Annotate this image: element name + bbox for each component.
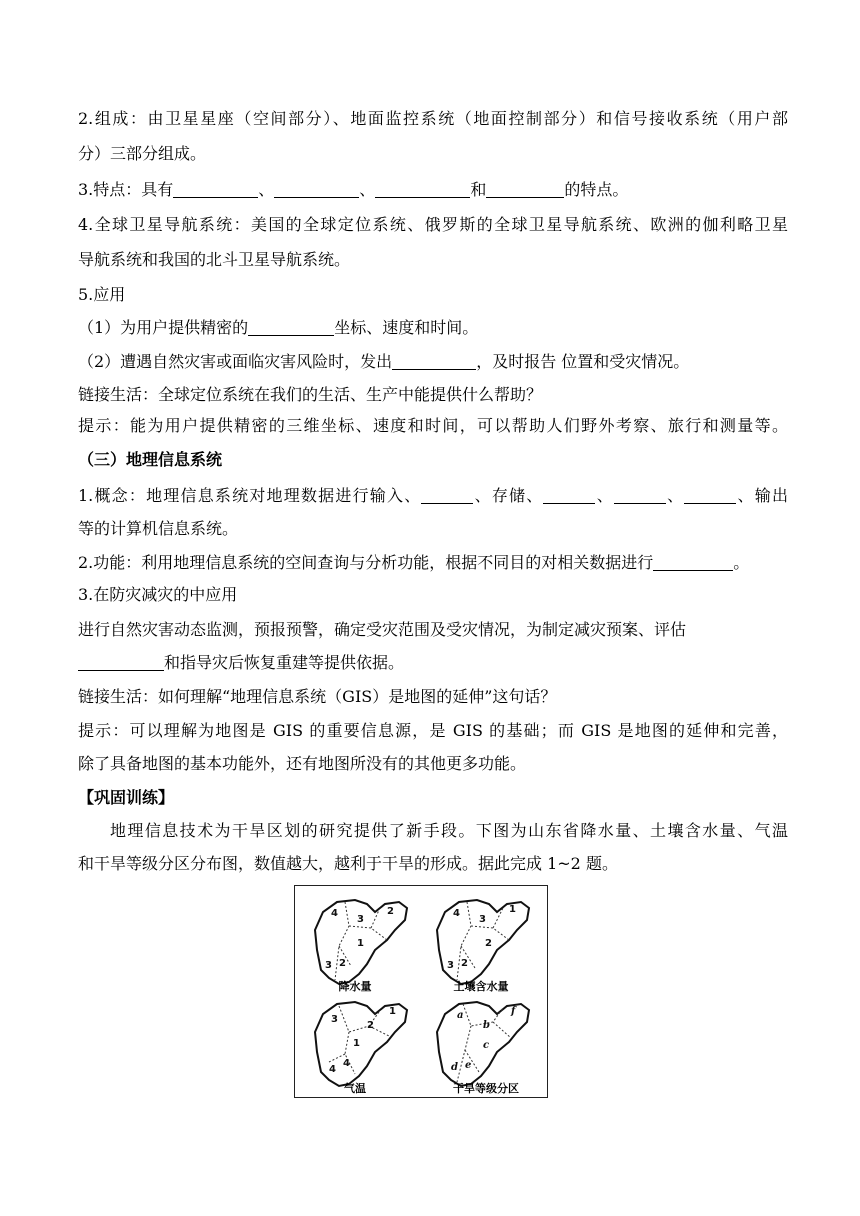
map-label: f — [511, 1006, 516, 1017]
map-label: 2 — [367, 1020, 374, 1031]
line-features: 3.特点：具有 、 、 和 的特点。 — [78, 180, 629, 199]
map-label: 4 — [453, 908, 460, 919]
line-disaster-heading: 3.在防灾减灾的中应用 — [78, 585, 238, 604]
fill-blank[interactable] — [375, 181, 470, 198]
line-hint-1: 提示：能为用户提供精密的三维坐标、速度和时间，可以帮助人们野外考察、旅行和测量等。 — [78, 416, 788, 435]
line-application-2: （2）遭遇自然灾害或面临灾害风险时，发出 ，及时报告 位置和受灾情况。 — [78, 352, 690, 371]
line-disaster-1: 进行自然灾害动态监测，预报预警，确定受灾范围及受灾情况，为制定减灾预案、评估 — [78, 620, 687, 639]
map-label: 1 — [357, 938, 364, 949]
map-caption: 干旱等级分区 — [453, 1082, 519, 1095]
fill-blank[interactable] — [274, 181, 359, 198]
section-heading-practice: 【巩固训练】 — [78, 788, 175, 807]
map-label: 3 — [357, 914, 364, 925]
line-link-life-1: 链接生活：全球定位系统在我们的生活、生产中能提供什么帮助？ — [78, 385, 543, 404]
map-caption: 气温 — [344, 1082, 366, 1095]
map-label: 2 — [461, 958, 468, 969]
map-label: 1 — [509, 904, 516, 915]
line-composition: 2.组成：由卫星星座（空间部分）、地面监控系统（地面控制部分）和信号接收系统（用户部 — [78, 109, 788, 128]
map-label: b — [483, 1020, 490, 1031]
map-label: e — [465, 1060, 472, 1071]
map-label: 2 — [339, 958, 346, 969]
line-question-intro-cont: 和干旱等级分区分布图，数值越大，越利于干旱的形成。据此完成 1~2 题。 — [78, 854, 618, 873]
map-caption: 降水量 — [338, 980, 372, 993]
line-question-intro: 地理信息技术为干旱区划的研究提供了新手段。下图为山东省降水量、土壤含水量、气温 — [110, 821, 788, 840]
map-label: 3 — [331, 1014, 338, 1025]
fill-blank[interactable] — [684, 487, 736, 504]
map-label: 2 — [485, 938, 492, 949]
line-hint-2: 提示：可以理解为地图是 GIS 的重要信息源，是 GIS 的基础；而 GIS 是地图的延伸和完善， — [78, 721, 788, 740]
line-gis-concept-cont: 等的计算机信息系统。 — [78, 519, 239, 538]
line-hint-2-cont: 除了具备地图的基本功能外，还有地图所没有的其他更多功能。 — [78, 754, 527, 773]
map-label: 3 — [479, 914, 486, 925]
map-label: d — [451, 1062, 458, 1073]
shandong-maps-figure — [294, 885, 548, 1098]
map-label: 4 — [331, 908, 338, 919]
fill-blank[interactable] — [248, 319, 334, 336]
map-label: c — [483, 1040, 490, 1051]
map-label: a — [457, 1010, 464, 1021]
fill-blank[interactable] — [486, 181, 564, 198]
line-gis-concept: 1.概念：地理信息系统对地理数据进行输入、 、存储、 、 、 、输出 — [78, 486, 788, 505]
line-application-1: （1）为用户提供精密的 坐标、速度和时间。 — [78, 318, 479, 337]
fill-blank[interactable] — [392, 353, 476, 370]
section-heading-gis: （三）地理信息系统 — [78, 450, 223, 469]
line-gnss: 4.全球卫星导航系统：美国的全球定位系统、俄罗斯的全球卫星导航系统、欧洲的伽利略卫星 — [78, 215, 788, 234]
line-gnss-cont: 导航系统和我国的北斗卫星导航系统。 — [78, 250, 351, 269]
map-label: 4 — [343, 1058, 350, 1069]
fill-blank[interactable] — [653, 554, 733, 571]
line-application-heading: 5.应用 — [78, 285, 126, 304]
map-caption: 土壤含水量 — [453, 980, 509, 993]
fill-blank[interactable] — [78, 654, 164, 671]
fill-blank[interactable] — [543, 487, 595, 504]
line-gis-function: 2.功能：利用地理信息系统的空间查询与分析功能，根据不同目的对相关数据进行 。 — [78, 553, 750, 572]
map-label: 1 — [389, 1006, 396, 1017]
line-disaster-2: 和指导灾后恢复重建等提供依据。 — [78, 652, 788, 674]
map-label: 2 — [387, 906, 394, 917]
fill-blank[interactable] — [173, 181, 258, 198]
map-label: 4 — [329, 1064, 336, 1075]
line-link-life-2: 链接生活：如何理解“地理信息系统（GIS）是地图的延伸”这句话？ — [78, 687, 557, 706]
map-label: 3 — [325, 960, 332, 971]
line-composition-cont: 分）三部分组成。 — [78, 144, 207, 163]
fill-blank[interactable] — [614, 487, 666, 504]
map-label: 3 — [447, 960, 454, 971]
map-label: 1 — [353, 1038, 360, 1049]
fill-blank[interactable] — [421, 487, 473, 504]
